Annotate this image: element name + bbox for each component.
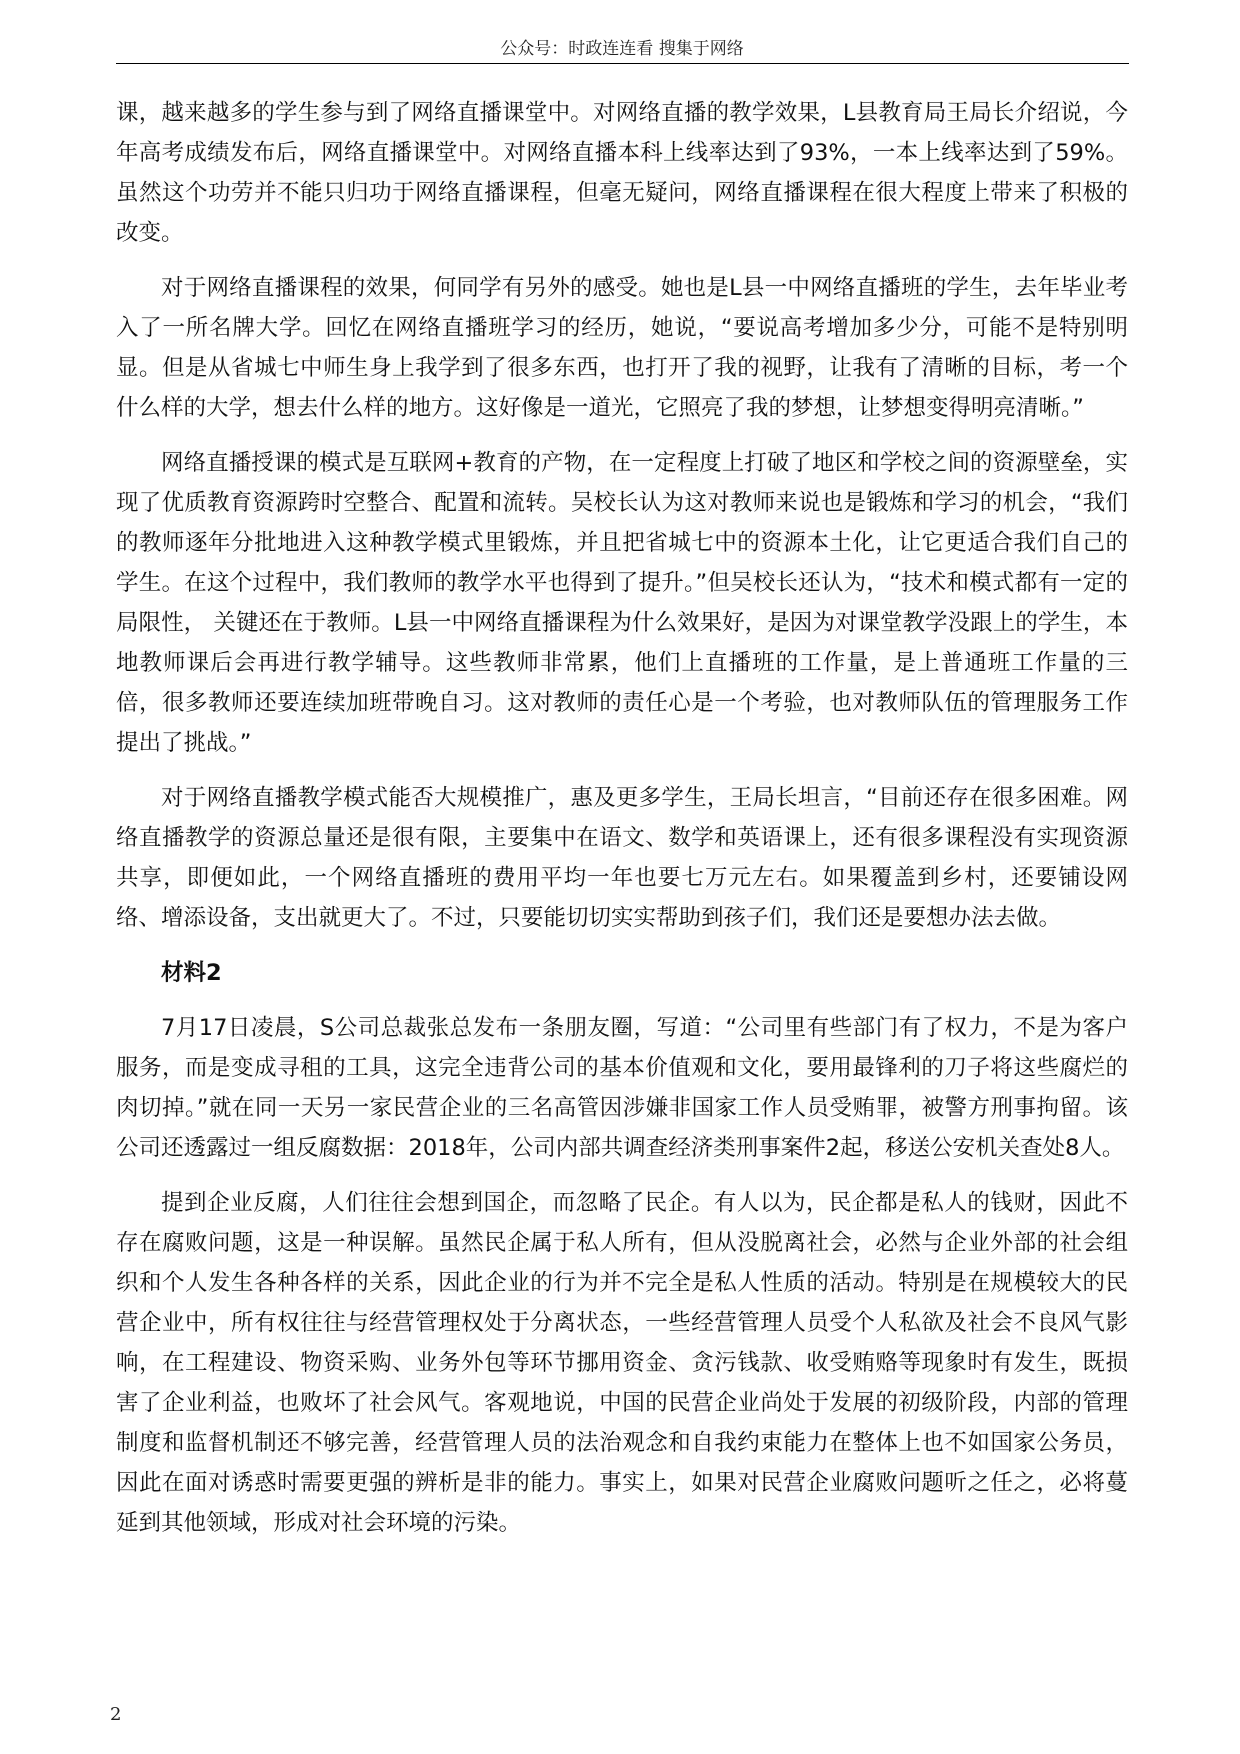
paragraph-teaching-model: 网络直播授课的模式是互联网+教育的产物，在一定程度上打破了地区和学校之间的资源壁垒，实现了优质教育资源跨时空整合、配置和流转。吴校长认为这对教师来说也是锻炼和学习的机会，“我们的教师逐年分批地进入这种教学模式里锻炼，并且把省城七中的资源本土化，让它更适合我们自己的学生。在这个过程中，我们教师的教学水平也得到了提升。”但吴校长还认为，“技术和模式都有一定的局限性， 关键还在于教师。L县一中网络直播课程为什么效果好，是因为对课堂教学没跟上的学生，本地教师课后会再进行教学辅导。这些教师非常累，他们上直播班的工作量，是上普通班工作量的三倍，很多教师还要连续加班带晚自习。这对教师的责任心是一个考验，也对教师队伍的管理服务工作提出了挑战。” — [116, 450, 1128, 756]
page-number: 2 — [110, 1704, 122, 1725]
page-header: 公众号：时政连连看 搜集于网络 — [500, 39, 744, 59]
paragraph-private-enterprise-corruption: 提到企业反腐，人们往往会想到国企，而忽略了民企。有人以为，民企都是私人的钱财，因此不存在腐败问题，这是一种误解。虽然民企属于私人所有，但从没脱离社会，必然与企业外部的社会组织和个人发生各种各样的关系，因此企业的行为并不完全是私人性质的活动。特别是在规模较大的民营企业中，所有权往往与经营管理权处于分离状态，一些经营管理人员受个人私欲及社会不良风气影响，在工程建设、物资采购、业务外包等环节挪用资金、贪污钱款、收受贿赂等现象时有发生，既损害了企业利益，也败坏了社会风气。客观地说，中国的民营企业尚处于发展的初级阶段，内部的管理制度和监督机制还不够完善，经营管理人员的法治观念和自我约束能力在整体上也不如国家公务员，因此在面对诱惑时需要更强的辨析是非的能力。事实上，如果对民营企业腐败问题听之任之，必将蔓延到其他领域，形成对社会环境的污染。 — [116, 1190, 1128, 1536]
paragraph-promotion-difficulties: 对于网络直播教学模式能否大规模推广，惠及更多学生，王局长坦言，“目前还存在很多困难。网络直播教学的资源总量还是很有限，主要集中在语文、数学和英语课上，还有很多课程没有实现资源共享，即便如此，一个网络直播班的费用平均一年也要七万元左右。如果覆盖到乡村，还要铺设网络、增添设备，支出就更大了。不过，只要能切切实实帮助到孩子们，我们还是要想办法去做。 — [116, 785, 1128, 931]
document-body — [116, 93, 1128, 1558]
paragraph-continuation: 课，越来越多的学生参与到了网络直播课堂中。对网络直播的教学效果，L县教育局王局长介绍说，今年高考成绩发布后，网络直播课堂中。对网络直播本科上线率达到了93%，一本上线率达到了59%。虽然这个功劳并不能只归功于网络直播课程，但毫无疑问，网络直播课程在很大程度上带来了积极的改变。 — [116, 100, 1128, 246]
paragraph-student-feedback: 对于网络直播课程的效果，何同学有另外的感受。她也是L县一中网络直播班的学生，去年毕业考入了一所名牌大学。回忆在网络直播班学习的经历，她说，“要说高考增加多少分，可能不是特别明显。但是从省城七中师生身上我学到了很多东西，也打开了我的视野，让我有了清晰的目标，考一个什么样的大学，想去什么样的地方。这好像是一道光，它照亮了我的梦想，让梦想变得明亮清晰。” — [116, 275, 1128, 421]
paragraph-company-anticorruption: 7月17日凌晨，S公司总裁张总发布一条朋友圈，写道：“公司里有些部门有了权力，不是为客户服务，而是变成寻租的工具，这完全违背公司的基本价值观和文化，要用最锋利的刀子将这些腐烂的肉切掉。”就在同一天另一家民营企业的三名高管因涉嫌非国家工作人员受贿罪，被警方刑事拘留。该公司还透露过一组反腐数据：2018年，公司内部共调查经济类刑事案件2起，移送公安机关查处8人。 — [116, 1015, 1128, 1161]
section-title-material-2: 材料2 — [161, 960, 222, 986]
header-divider — [116, 63, 1129, 64]
